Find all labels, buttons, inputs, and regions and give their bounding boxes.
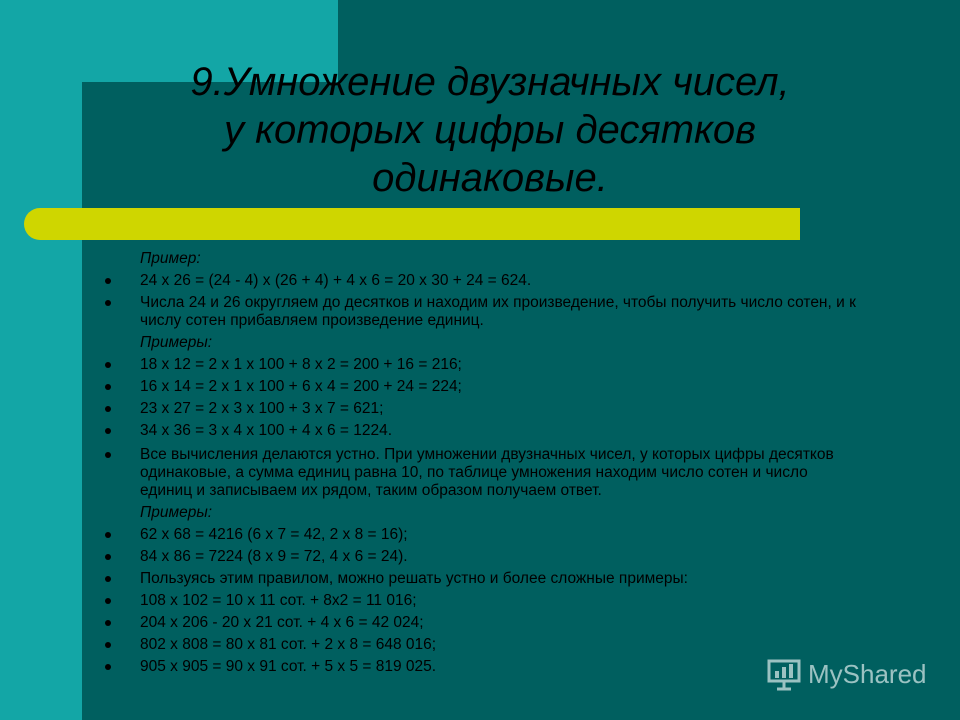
- left-accent-band: [0, 0, 82, 720]
- watermark-text: MyShared: [808, 658, 927, 689]
- slide-title-line: одинаковые.: [372, 156, 608, 200]
- example-label: Пример:: [140, 250, 201, 267]
- list-item: 24 х 26 = (24 - 4) х (26 + 4) + 4 х 6 = 20 х 30 + 24 = 624.: [100, 272, 860, 290]
- list-item: 18 х 12 = 2 х 1 х 100 + 8 х 2 = 200 + 16 = 216;: [100, 356, 860, 374]
- list-item: 802 х 808 = 80 х 81 сот. + 2 х 8 = 648 016;: [100, 636, 860, 654]
- examples-label: Примеры:: [140, 334, 213, 351]
- slide-title-line: у которых цифры десятков: [223, 108, 757, 152]
- presentation-board-icon: [766, 656, 802, 692]
- examples-label: Примеры:: [140, 504, 213, 521]
- slide-title: [120, 58, 860, 202]
- list-item: 905 х 905 = 90 х 91 сот. + 5 х 5 = 819 025.: [100, 658, 860, 676]
- list-item: Пользуясь этим правилом, можно решать устно и более сложные примеры:: [100, 570, 860, 588]
- list-item: 84 х 86 = 7224 (8 х 9 = 72, 4 х 6 = 24).: [100, 548, 860, 566]
- list-item: 23 х 27 = 2 х 3 х 100 + 3 х 7 = 621;: [100, 400, 860, 418]
- list-item: 62 х 68 = 4216 (6 х 7 = 42, 2 х 8 = 16);: [100, 526, 860, 544]
- list-item: 16 х 14 = 2 х 1 х 100 + 6 х 4 = 200 + 24 = 224;: [100, 378, 860, 396]
- list-item: 34 х 36 = 3 х 4 х 100 + 4 х 6 = 1224.: [100, 422, 860, 440]
- watermark: [766, 654, 927, 694]
- list-item: 204 х 206 - 20 х 21 сот. + 4 х 6 = 42 024;: [100, 614, 860, 632]
- list-item: 108 х 102 = 10 х 11 сот. + 8х2 = 11 016;: [100, 592, 860, 610]
- slide-content: [100, 250, 860, 676]
- list-item: Числа 24 и 26 округляем до десятков и находим их произведение, чтобы получить число сотен, и к числу сотен прибавляем произведение единиц.: [100, 294, 860, 330]
- list-item: Все вычисления делаются устно. При умножении двузначных чисел, у которых цифры десятков одинаковые, а сумма единиц равна 10, по таблице умножения находим число сотен и число единиц и записываем их рядом, таким образом получаем ответ.: [100, 446, 860, 500]
- accent-bar: [24, 208, 800, 240]
- slide-title-line: 9.Умножение двузначных чисел,: [190, 60, 790, 104]
